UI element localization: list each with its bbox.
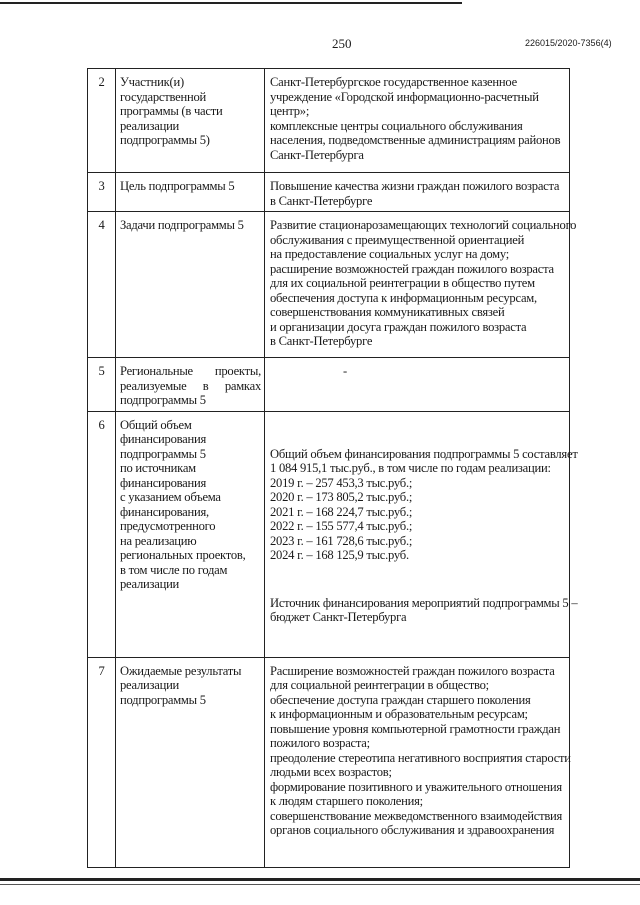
bottom-rule-thin [0,884,640,885]
row-number: 6 [88,412,116,657]
row-content-cell [265,412,578,657]
row-number: 4 [88,212,116,357]
table-row [88,357,569,411]
bottom-rule [0,878,640,881]
row-content: Повышение качества жизни граждан пожилого возраста в Санкт-Петербурге [270,179,560,208]
row-label: Задачи подпрограммы 5 [116,212,265,357]
row-label: Участник(и) государственной программы (в части реализации подпрограммы 5) [116,69,265,172]
row-content: Расширение возможностей граждан пожилого возраста для социальной реинтеграции в общество; обеспечение доступа граждан старшего поколения к информационным и образовательным ресурсам; повышение уровня компьютерной грамотности граждан пожилого возраста; преодоление стереотипа негативного восприятия старости людьми всех возрастов; формирование позитивного и уважительного отношения к людям старшего поколения; совершенствование межведомственного взаимодействия органов социального обслуживания и здравоохранения [270,663,571,837]
row-content: - [343,364,347,378]
row-number: 7 [88,658,116,867]
subprogram-passport-table [87,68,578,868]
row-content: Санкт-Петербургское государственное казенное учреждение «Городской информационно-расчетный центр»; комплексные центры социального обслуживания населения, подведомственные администрациям районов Санкт-Петербурга [270,75,561,162]
table-row [88,411,578,657]
table-row [88,657,569,867]
document-id: 226015/2020-7356(4) [525,38,612,48]
top-rule [0,2,462,4]
row-number: 2 [88,69,116,172]
row-number: 5 [88,358,116,411]
table-row [88,69,569,172]
row-content-cell [265,358,569,411]
row-label: Цель подпрограммы 5 [116,173,265,211]
row-label: Общий объем финансирования подпрограммы 5 по источникам финансирования с указанием объема финансирования, предусмотренного на реализацию региональных проектов, в том числе по годам реализации [116,412,265,657]
row-content: Развитие стационарозамещающих технологий социального обслуживания с преимущественной ориентацией на предоставление социальных услуг на дому; расширение возможностей граждан пожилого возраста для их социальной реинтеграции в общество путем обеспечения доступа к информационным ресурсам, совершенствования коммуникативных связей и организации досуга граждан пожилого возраста в Санкт-Петербурге [270,218,577,348]
row-label: Региональные проекты, реализуемые в рамках подпрограммы 5 [116,358,265,411]
financing-source: Источник финансирования мероприятий подпрограммы 5 – бюджет Санкт-Петербурга [270,595,578,624]
row-label: Ожидаемые результаты реализации подпрограммы 5 [116,658,265,867]
table-row [88,172,569,211]
row-number: 3 [88,173,116,211]
page-number: 250 [332,36,352,51]
table-row [88,211,577,357]
financing-breakdown: Общий объем финансирования подпрограммы 5 составляет 1 084 915,1 тыс.руб., в том числе по годам реализации: 2019 г. – 257 453,3 тыс.руб.; 2020 г. – 173 805,2 тыс.руб.; 2021 г. – 168 224,7 тыс.руб.; 2022 г. – 155 577,4 тыс.руб.; 2023 г. – 161 728,6 тыс.руб.; 2024 г. – 168 125,9 тыс.руб. [270,446,578,562]
